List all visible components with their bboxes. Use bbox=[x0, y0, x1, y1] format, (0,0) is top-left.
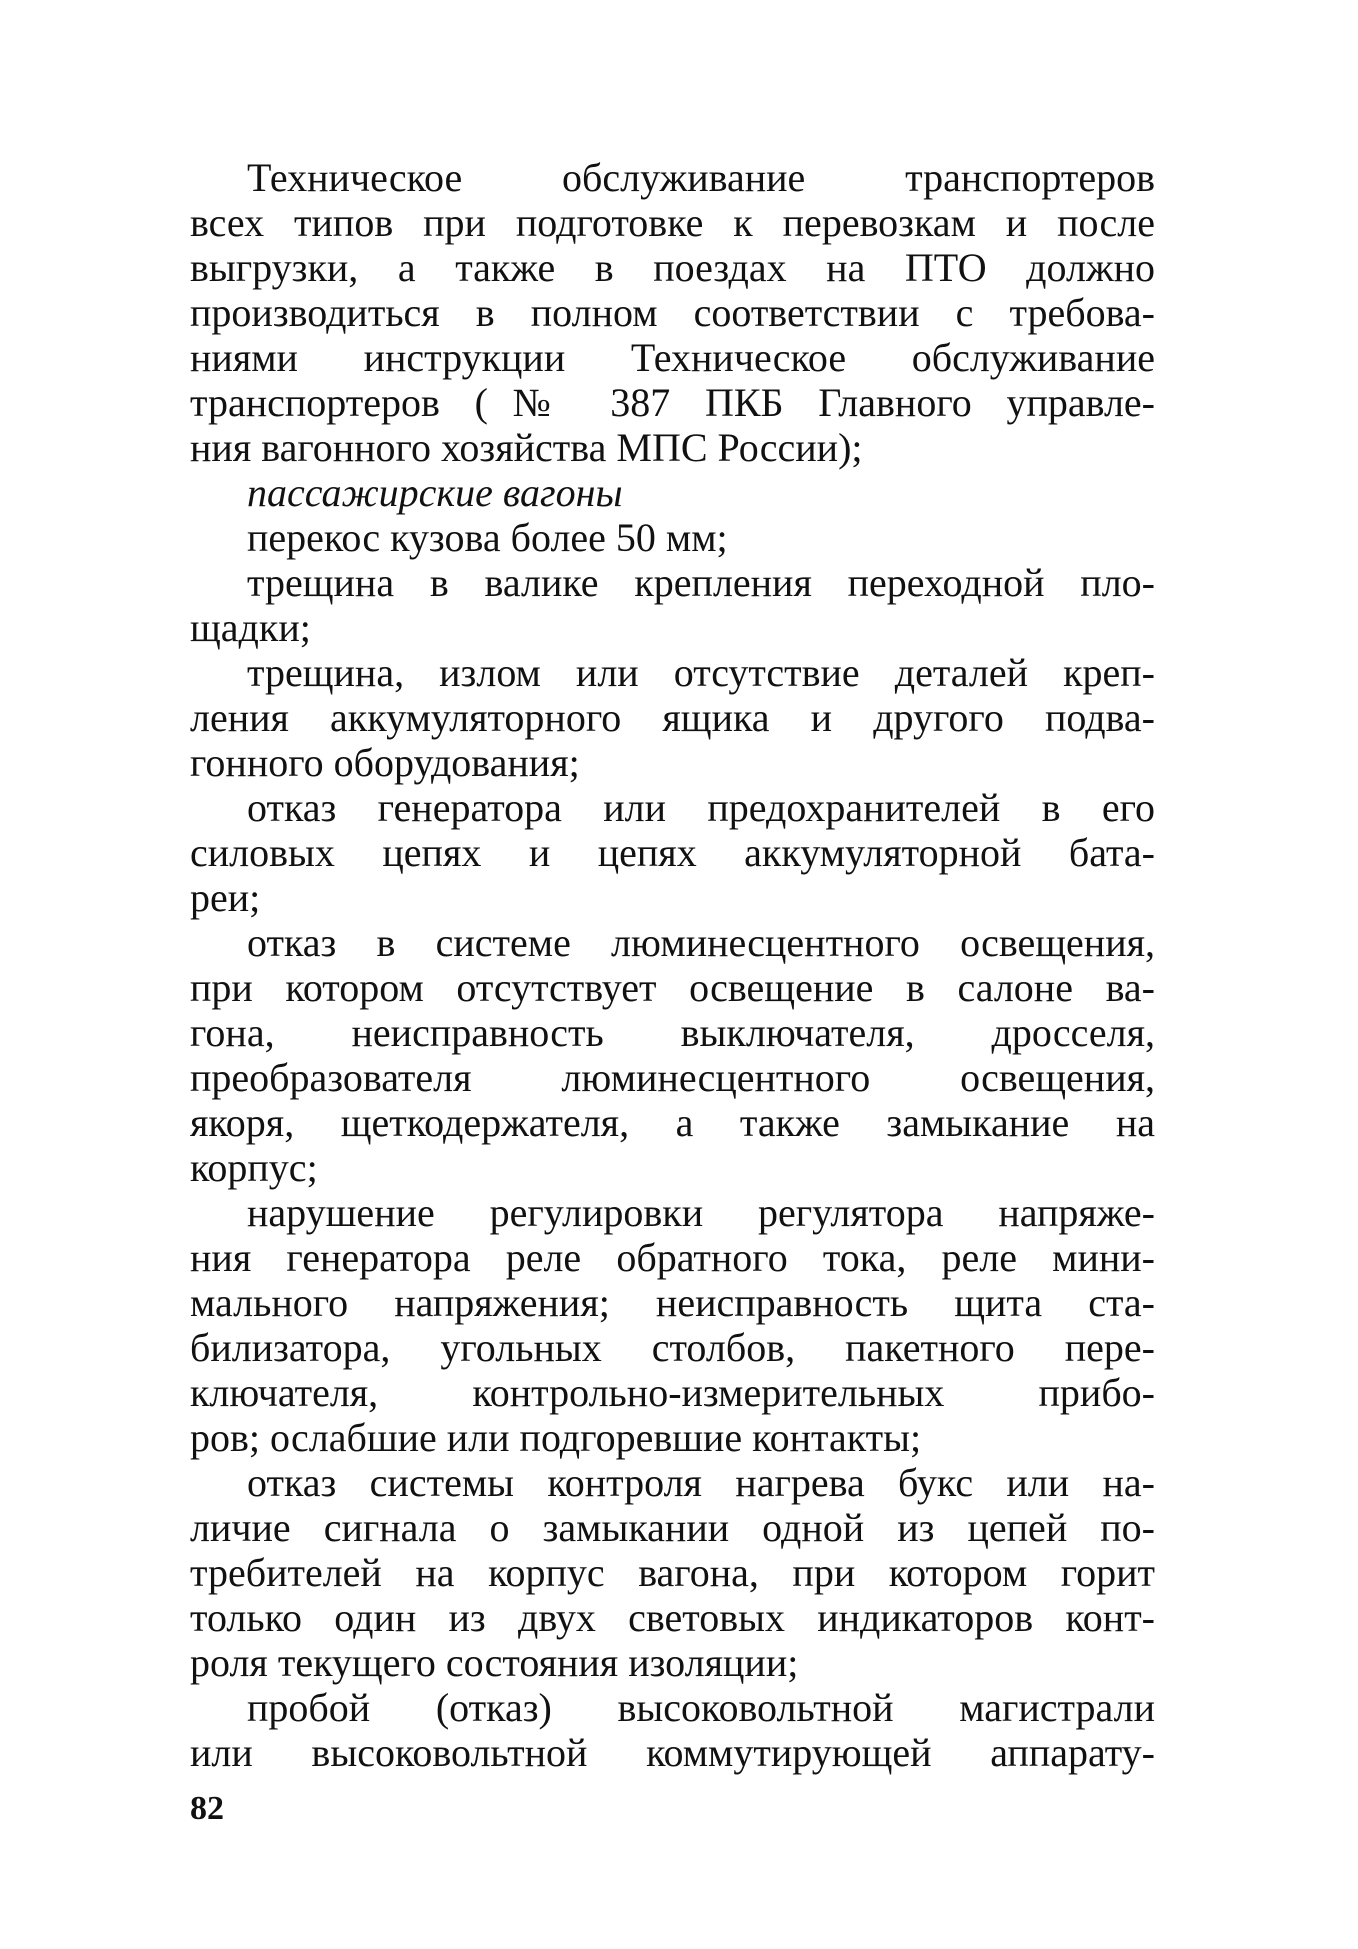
text-line: отказ системы контроля нагрева букс или на- bbox=[247, 1460, 1155, 1505]
text-line: перекос кузова более 50 мм; bbox=[247, 515, 728, 560]
text-line: производиться в полном соответствии с требова- bbox=[190, 290, 1155, 335]
text-line: или высоковольтной коммутирующей аппарату- bbox=[190, 1730, 1155, 1775]
text-line: ниями инструкции Техническое обслуживание bbox=[190, 335, 1155, 380]
text-line: гонного оборудования; bbox=[190, 740, 580, 785]
text-line: трещина в валике крепления переходной пло- bbox=[247, 560, 1155, 605]
section-heading: пассажирские вагоны bbox=[247, 470, 623, 515]
text-line: при котором отсутствует освещение в салоне ва- bbox=[190, 965, 1155, 1010]
body-text bbox=[190, 155, 1155, 1775]
text-line: личие сигнала о замыкании одной из цепей по- bbox=[190, 1505, 1155, 1550]
text-line: силовых цепях и цепях аккумуляторной бата- bbox=[190, 830, 1155, 875]
text-line: только один из двух световых индикаторов конт- bbox=[190, 1595, 1155, 1640]
text-line: Техническое обслуживание транспортеров bbox=[247, 155, 1155, 200]
text-line: реи; bbox=[190, 875, 261, 920]
text-line: билизатора, угольных столбов, пакетного пере- bbox=[190, 1325, 1155, 1370]
text-line: выгрузки, а также в поездах на ПТО должно bbox=[190, 245, 1155, 290]
text-line: отказ в системе люминесцентного освещения, bbox=[247, 920, 1155, 965]
text-line: всех типов при подготовке к перевозкам и после bbox=[190, 200, 1155, 245]
text-line: щадки; bbox=[190, 605, 311, 650]
text-line: ния вагонного хозяйства МПС России); bbox=[190, 425, 863, 470]
text-line: роля текущего состояния изоляции; bbox=[190, 1640, 799, 1685]
text-line: ления аккумуляторного ящика и другого подва- bbox=[190, 695, 1155, 740]
text-line: преобразователя люминесцентного освещения, bbox=[190, 1055, 1155, 1100]
text-line: ров; ослабшие или подгоревшие контакты; bbox=[190, 1415, 922, 1460]
text-line: пробой (отказ) высоковольтной магистрали bbox=[247, 1685, 1155, 1730]
text-line: транспортеров (№ 387 ПКБ Главного управле- bbox=[190, 380, 1155, 425]
text-line: якоря, щеткодержателя, а также замыкание на bbox=[190, 1100, 1155, 1145]
text-line: отказ генератора или предохранителей в его bbox=[247, 785, 1155, 830]
text-line: нарушение регулировки регулятора напряже- bbox=[247, 1190, 1155, 1235]
text-line: требителей на корпус вагона, при котором горит bbox=[190, 1550, 1155, 1595]
text-line: трещина, излом или отсутствие деталей креп- bbox=[247, 650, 1155, 695]
page-number: 82 bbox=[190, 1790, 224, 1827]
text-line: ключателя, контрольно-измерительных прибо- bbox=[190, 1370, 1155, 1415]
text-line: мального напряжения; неисправность щита ста- bbox=[190, 1280, 1155, 1325]
text-line: ния генератора реле обратного тока, реле мини- bbox=[190, 1235, 1155, 1280]
text-line: корпус; bbox=[190, 1145, 318, 1190]
text-line: гона, неисправность выключателя, дросселя, bbox=[190, 1010, 1155, 1055]
